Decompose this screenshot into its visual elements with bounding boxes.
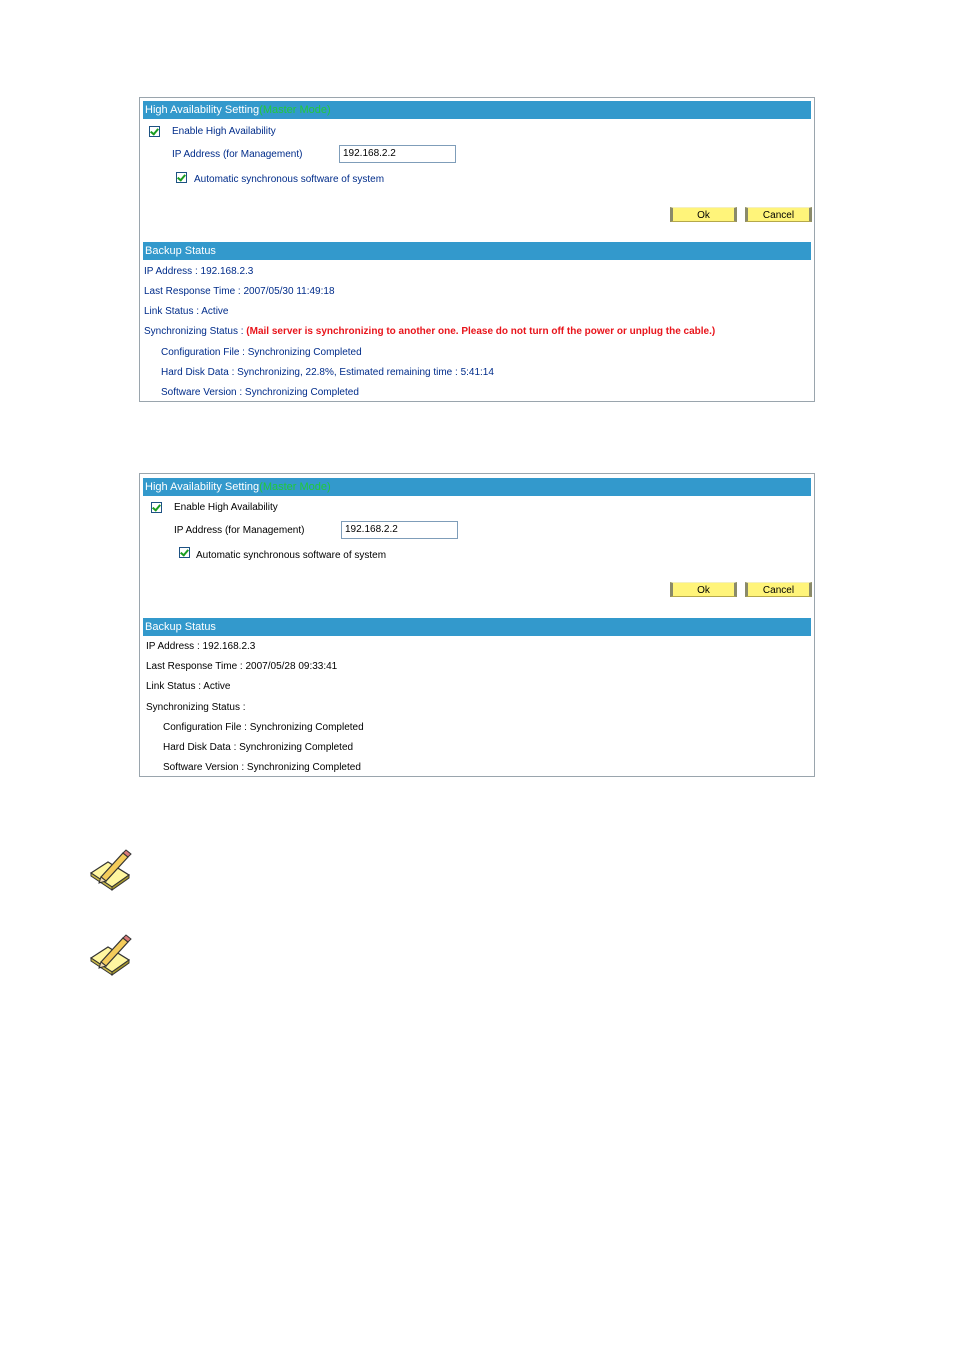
backup-ip: IP Address : 192.168.2.3 <box>146 641 256 652</box>
ip-management-label: IP Address (for Management) <box>174 525 305 536</box>
enable-ha-label: Enable High Availability <box>172 126 276 137</box>
ha-settings-panel-1 <box>139 97 815 402</box>
enable-ha-checkbox[interactable] <box>149 126 160 137</box>
ip-management-input[interactable]: 192.168.2.2 <box>339 145 456 163</box>
ok-button[interactable]: Ok <box>670 207 737 222</box>
config-file-status: Configuration File : Synchronizing Completed <box>163 722 364 733</box>
ha-setting-header <box>143 478 811 496</box>
ha-setting-title: High Availability Setting <box>145 481 260 493</box>
enable-ha-label: Enable High Availability <box>174 502 278 513</box>
ha-settings-panel-2 <box>139 473 815 777</box>
link-status: Link Status : Active <box>146 681 231 692</box>
check-icon <box>152 502 161 511</box>
auto-sync-label: Automatic synchronous software of system <box>196 550 387 561</box>
ip-management-input[interactable]: 192.168.2.2 <box>341 521 458 539</box>
last-response-time: Last Response Time : 2007/05/28 09:33:41 <box>146 661 338 672</box>
link-status: Link Status : Active <box>144 306 229 317</box>
ip-management-label: IP Address (for Management) <box>172 149 303 160</box>
ha-setting-header <box>143 101 811 119</box>
sync-status <box>144 326 715 338</box>
check-icon <box>180 547 189 556</box>
cancel-button[interactable]: Cancel <box>745 582 812 597</box>
backup-status-header: Backup Status <box>143 242 811 260</box>
backup-status-header: Backup Status <box>143 618 811 636</box>
sync-status-label: Synchronizing Status : <box>146 702 246 713</box>
sync-warning: (Mail server is synchronizing to another one. Please do not turn off the power or unplug the cable.) <box>246 326 716 337</box>
auto-sync-label: Automatic synchronous software of system <box>194 174 385 185</box>
sync-status-label: Synchronizing Status : <box>144 326 244 337</box>
hard-disk-status: Hard Disk Data : Synchronizing Completed <box>163 742 354 753</box>
ha-setting-title: High Availability Setting <box>145 104 260 116</box>
enable-ha-checkbox[interactable] <box>151 502 162 513</box>
hard-disk-status: Hard Disk Data : Synchronizing, 22.8%, Estimated remaining time : 5:41:14 <box>161 367 494 378</box>
note-pencil-icon <box>88 932 132 976</box>
master-mode-label: (Master Mode) <box>259 481 331 493</box>
last-response-time: Last Response Time : 2007/05/30 11:49:18 <box>144 286 335 297</box>
check-icon <box>150 126 159 135</box>
auto-sync-checkbox[interactable] <box>179 547 190 558</box>
master-mode-label: (Master Mode) <box>259 104 331 116</box>
software-version-status: Software Version : Synchronizing Completed <box>161 387 359 398</box>
cancel-button[interactable]: Cancel <box>745 207 812 222</box>
check-icon <box>177 172 186 181</box>
ok-button[interactable]: Ok <box>670 582 737 597</box>
backup-ip: IP Address : 192.168.2.3 <box>144 266 254 277</box>
note-pencil-icon <box>88 847 132 891</box>
auto-sync-checkbox[interactable] <box>176 172 187 183</box>
config-file-status: Configuration File : Synchronizing Completed <box>161 347 362 358</box>
software-version-status: Software Version : Synchronizing Completed <box>163 762 361 773</box>
